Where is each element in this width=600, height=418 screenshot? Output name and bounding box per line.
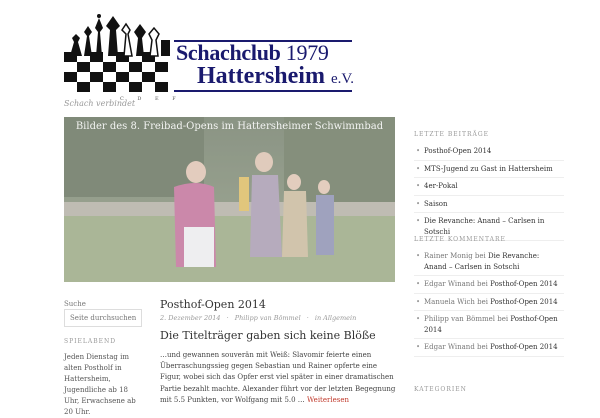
recent-post-item[interactable]: • MTS-Jugend zu Gast in Hattersheim [414,161,564,179]
hero-caption: Bilder des 8. Freibad-Opens im Hattersheimer Schwimmbad [75,121,384,132]
recent-post-item[interactable]: • 4er-Pokal [414,178,564,196]
post-body-text: …und gewannen souverän mit Weiß: Slavomir feierte einen Überraschungssieg gegen Sebastian und Rainer opferte eine Figur, wobei sich das Opfer erst viel später in einer dramatischen Partie bezahlt machte. Alexander führt vor der letzten Begegnung mit 5.5 Punkten, vor Wolfgang mit 5.0 … [160,351,396,404]
post-date[interactable]: 2. Dezember 2014 [160,314,221,322]
post-heading: Die Titelträger gaben sich keine Blöße [160,329,376,342]
site-title-line2: Hattersheim e.V. [197,63,355,89]
post-category-prefix: in [314,314,322,322]
spielabend-title: SPIELABEND [64,338,117,345]
search-label: Suche [64,300,86,308]
recent-posts-list [414,143,564,241]
post-title[interactable]: Posthof-Open 2014 [160,298,266,311]
recent-post-item[interactable]: • Saison [414,196,564,214]
logo-rule-bottom [174,90,352,92]
recent-comment-item[interactable]: • Edgar Winand bei Posthof-Open 2014 [414,339,564,357]
recent-post-item[interactable]: • Die Revanche: Anand – Carlsen in Sotschi [414,213,564,241]
hero-image[interactable] [64,117,395,282]
recent-posts-title: LETZTE BEITRÄGE [414,131,490,138]
site-title-line1: Schachclub 1979 [176,40,329,65]
post-author[interactable]: Philipp van Bömmel [234,314,301,322]
meta-sep: · [306,314,309,322]
categories-title: KATEGORIEN [414,386,467,393]
recent-comment-item[interactable]: • Philipp van Bömmel bei Posthof-Open 2014 [414,311,564,339]
recent-comment-item[interactable]: • Rainer Monig bei Die Revanche: Anand – Carlsen in Sotschi [414,248,564,276]
post-excerpt [160,350,396,406]
recent-comments-title: LETZTE KOMMENTARE [414,236,506,243]
spielabend-text: Jeden Dienstag im alten Postholf in Hattersheim, Jugendliche ab 18 Uhr, Erwachsene ab 20 Uhr. [64,353,136,416]
site-tagline: Schach verbindet [64,99,136,108]
site-logo[interactable] [64,12,355,102]
search-input[interactable] [64,309,142,327]
hero-photo-icon [64,117,395,282]
chess-board-logo-icon [64,12,172,96]
post-category[interactable]: Allgemein [323,314,357,322]
read-more-link[interactable]: Weiterlesen [307,395,349,404]
board-files-label: C D E F [120,96,182,102]
recent-comments-list [414,248,564,357]
recent-comment-item[interactable]: • Manuela Wich bei Posthof-Open 2014 [414,294,564,312]
recent-post-item[interactable]: • Posthof-Open 2014 [414,143,564,161]
recent-comment-item[interactable]: • Edgar Winand bei Posthof-Open 2014 [414,276,564,294]
post-meta [160,314,360,322]
meta-sep: · [226,314,229,322]
